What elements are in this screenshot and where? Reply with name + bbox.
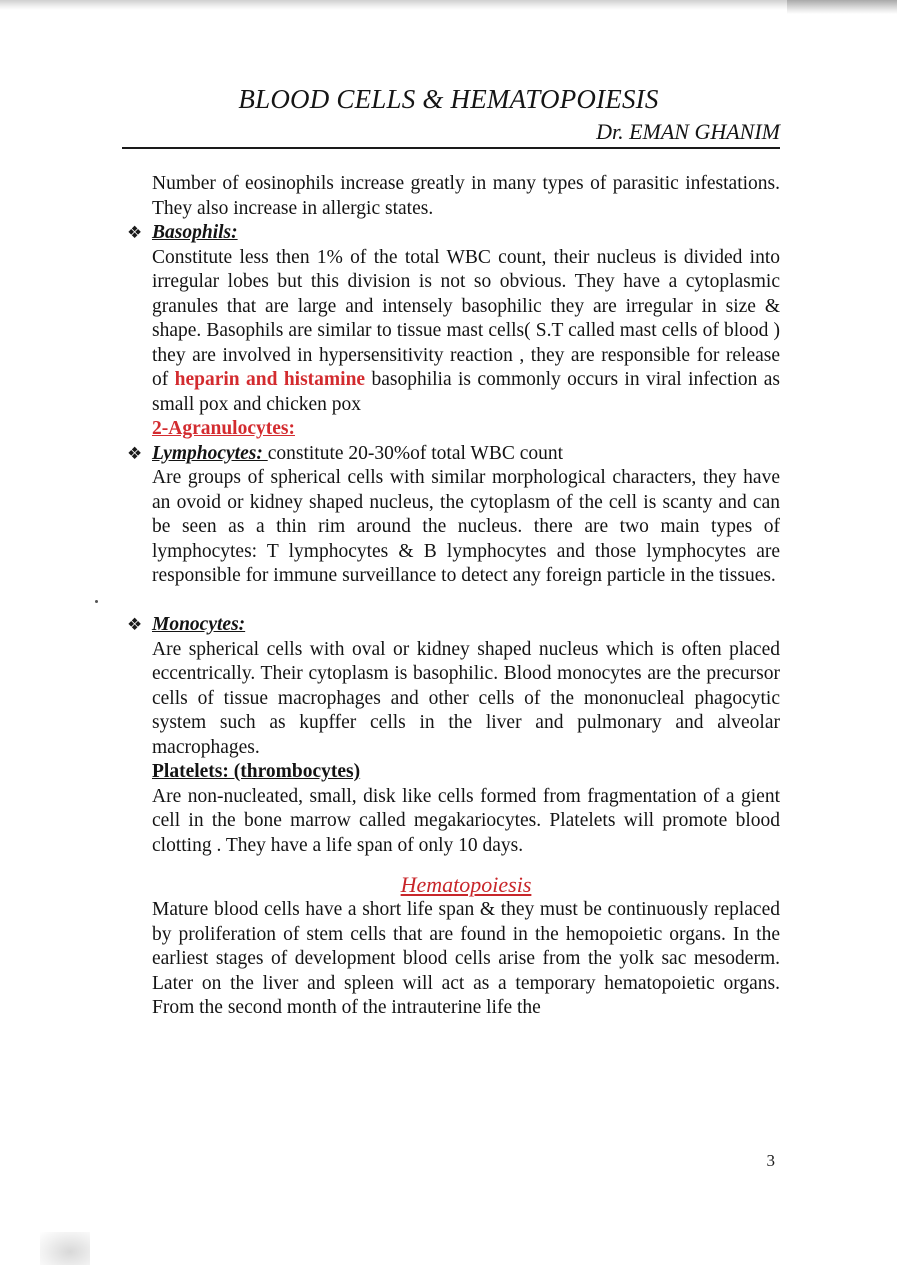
document-title: BLOOD CELLS & HEMATOPOIESIS [238, 84, 659, 114]
basophils-text-continued: basophilia is commonly occurs in viral infection as small pox and chicken pox [152, 369, 780, 415]
agranulocytes-heading-row [122, 417, 780, 442]
basophils-paragraph [122, 246, 780, 418]
page-content [122, 172, 780, 1021]
platelets-paragraph: Are non-nucleated, small, disk like cells formed from fragmentation of a gient cell in the bone marrow called megakariocytes. Platelets will promote blood clotting . They have a life span of only 10 days. [152, 785, 780, 856]
section-spacer [122, 589, 780, 614]
lymphocytes-heading: Lymphocytes: [152, 442, 268, 464]
heparin-histamine-highlight: heparin and histamine [174, 369, 366, 390]
header-rule [122, 147, 780, 149]
hematopoiesis-heading: Hematopoiesis [400, 872, 532, 897]
eosinophils-paragraph: Number of eosinophils increase greatly in many types of parasitic infestations. They also increase in allergic states. [152, 173, 780, 219]
scan-edge-right [787, 0, 897, 14]
hematopoiesis-paragraph: Mature blood cells have a short life span & they must be continuously replaced by proliferation of stem cells that are found in the hemopoietic organs. In the earliest stages of development blood cells arise from the yolk sac mesoderm. Later on the liver and spleen will act as a temporary hematopoietic organs. From the second month of the intrauterine life the [152, 899, 780, 1018]
scan-shadow-corner [40, 1232, 90, 1265]
diamond-bullet-icon: ❖ [127, 223, 143, 243]
basophils-heading: Basophils: [152, 222, 238, 243]
basophils-heading-row [122, 221, 780, 246]
monocytes-heading: Monocytes: [152, 614, 246, 635]
platelets-heading: Platelets: (thrombocytes) [152, 761, 361, 782]
basophils-text: Constitute less then 1% of the total WBC count, their nucleus is divided into irregular lobes but this division is not so obvious. They have a cytoplasmic granules that are large and intensely basophilic they are irregular in size & shape. Basophils are similar to tissue mast cells( S.T called mast cells of blood ) they are involved in hypersensitivity reaction , they are responsible for release of [152, 246, 780, 390]
lymphocytes-paragraph: Are groups of spherical cells with similar morphological characters, they have an ovoid or kidney shaped nucleus, the cytoplasm of the cell is scanty and can be seen as a thin rim around the nucleus. there are two main types of lymphocytes: T lymphocytes & B lymphocytes and those lymphocytes are responsible for immune surveillance to detect any foreign particle in the tissues. [152, 467, 780, 586]
scan-edge-top [0, 0, 897, 10]
document-author: Dr. EMAN GHANIM [596, 119, 780, 144]
lymphocytes-heading-row [122, 442, 780, 467]
lymphocytes-count: constitute 20-30%of total WBC count [267, 442, 564, 464]
monocytes-heading-row [122, 613, 780, 638]
diamond-bullet-icon: ❖ [127, 443, 143, 464]
agranulocytes-heading: 2-Agranulocytes: [152, 418, 295, 439]
platelets-heading-row [122, 760, 780, 785]
diamond-bullet-icon: ❖ [127, 615, 143, 635]
page-number: 3 [766, 1151, 775, 1170]
scan-speck [95, 600, 98, 603]
monocytes-paragraph: Are spherical cells with oval or kidney shaped nucleus which is often placed eccentrically. Their cytoplasm is basophilic. Blood monocytes are the precursor cells of tissue macrophages and other cells of the mononucleal phagocytic system such as kupffer cells in the liver and pulmonary and alveolar macrophages. [152, 638, 780, 758]
